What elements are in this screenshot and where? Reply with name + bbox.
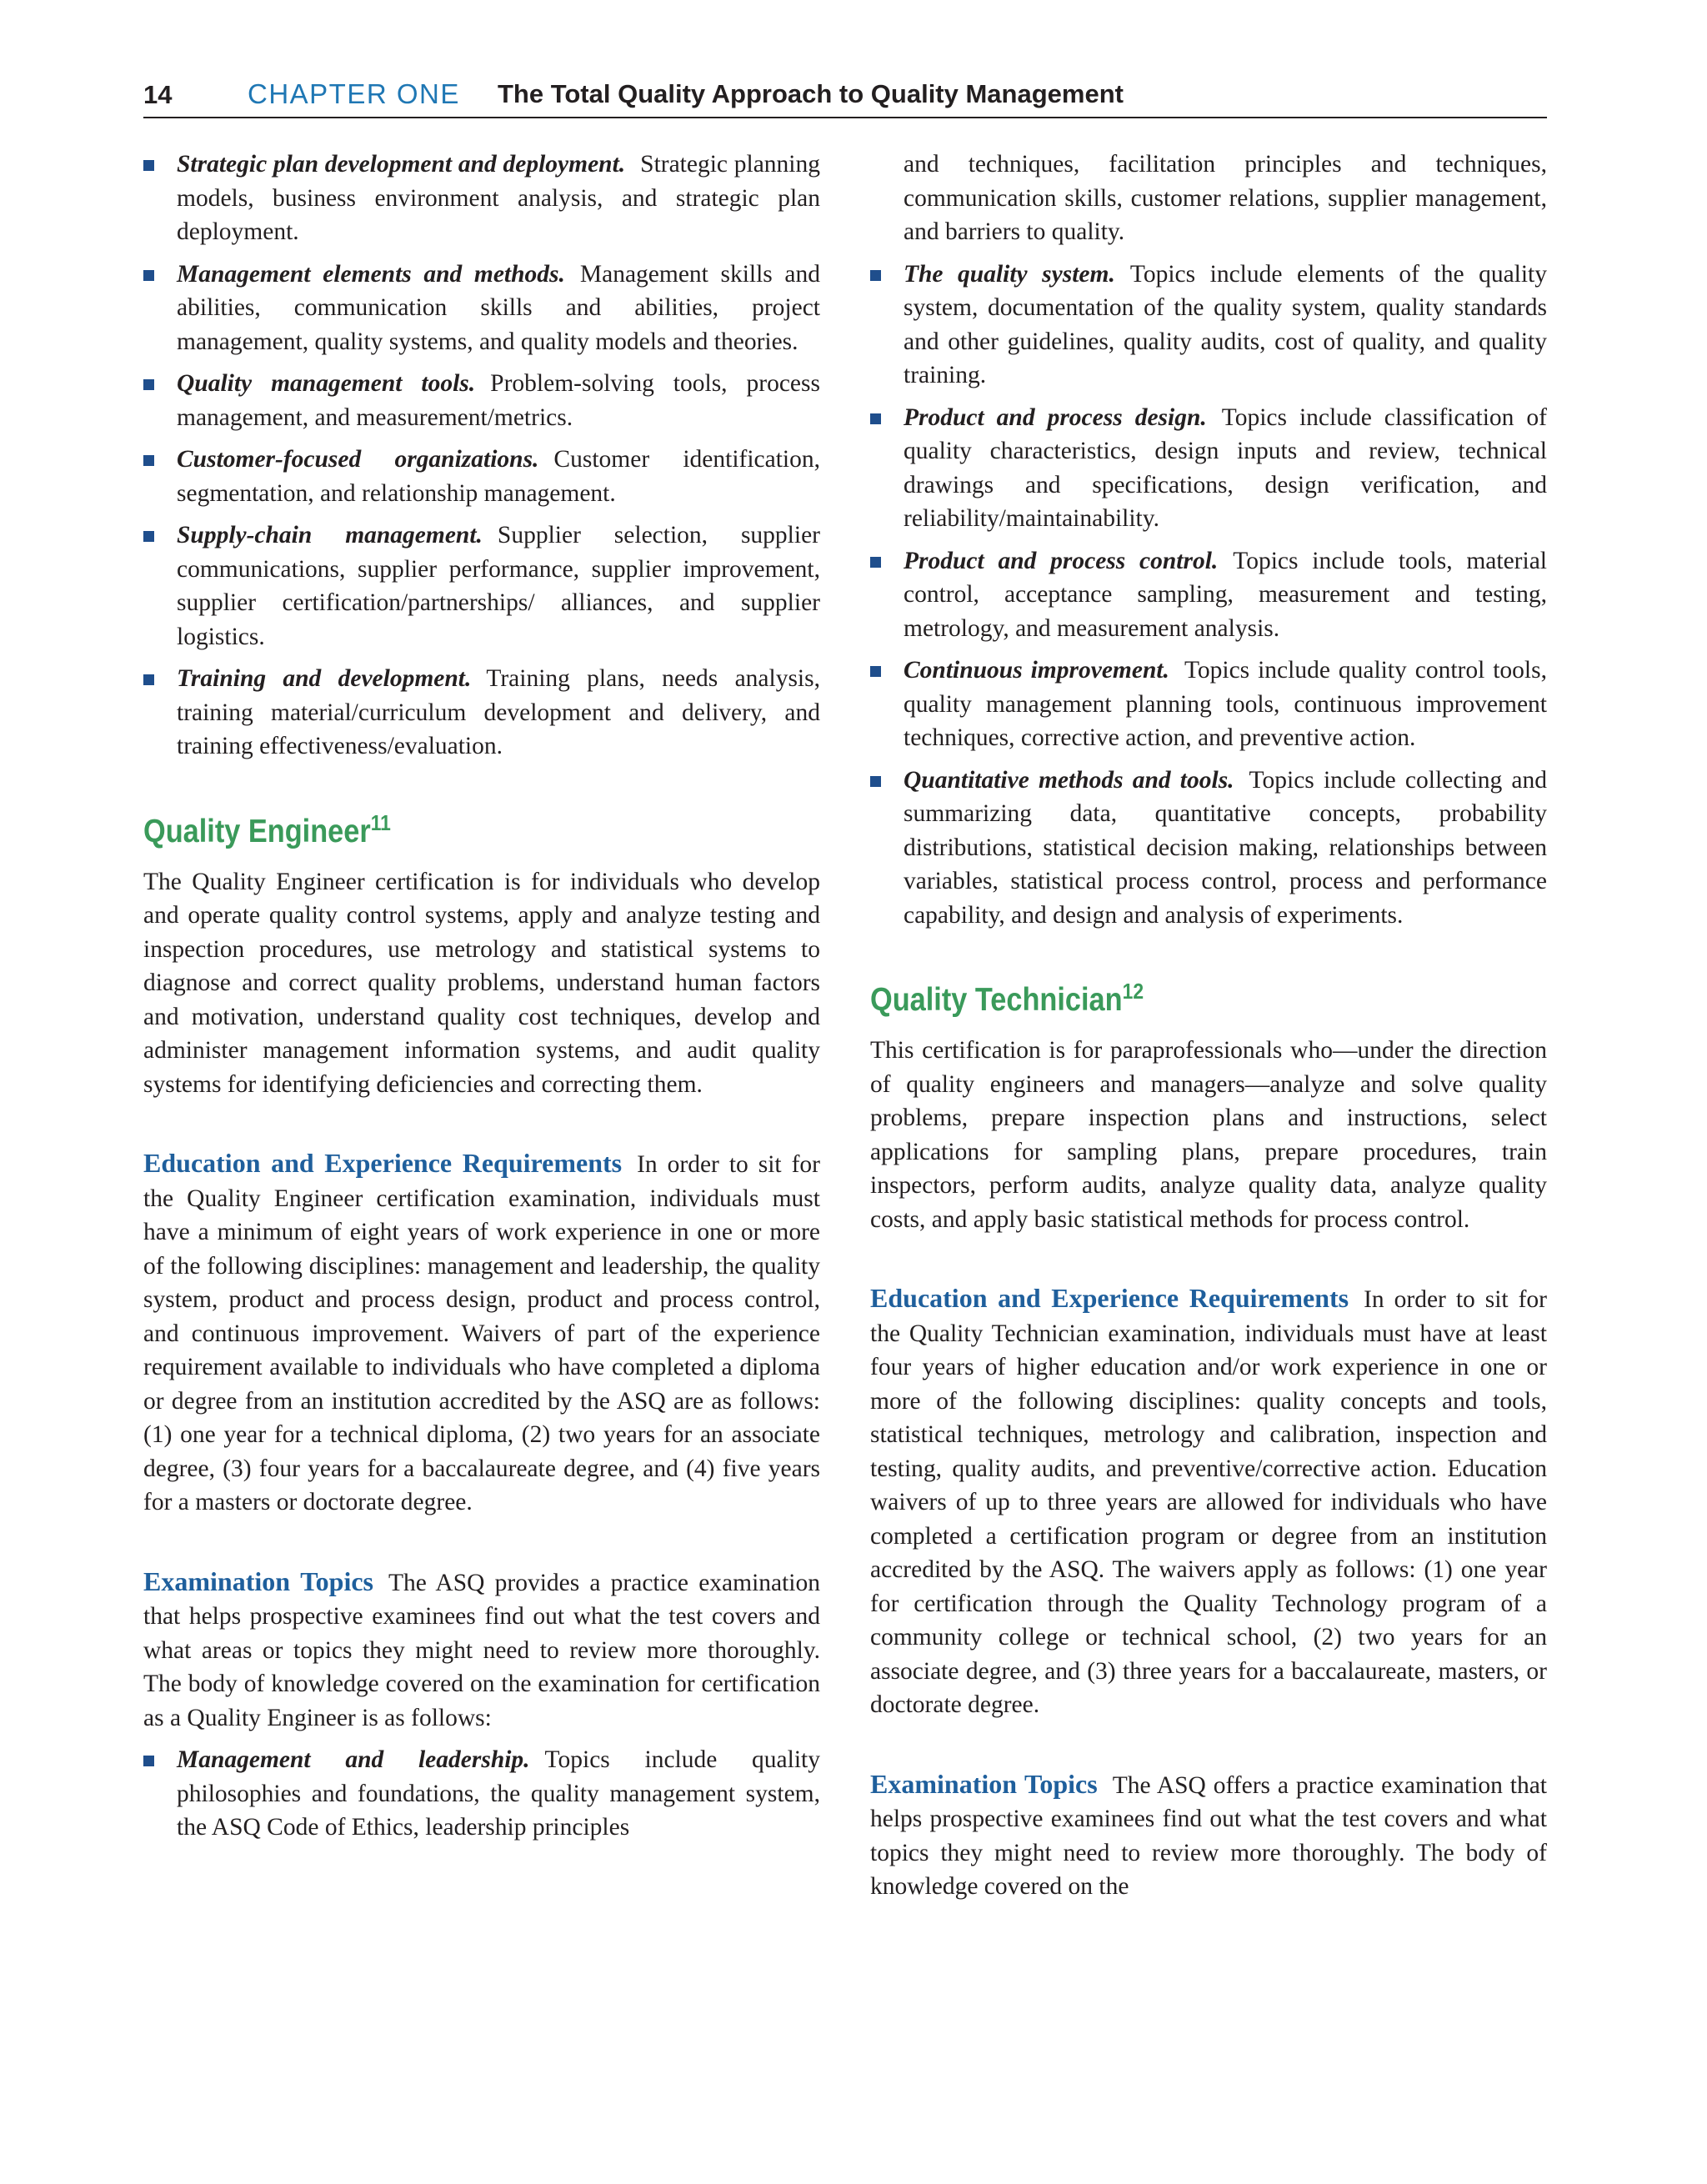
list-item bbox=[143, 443, 820, 510]
qe-education-text: In order to sit for the Quality Engineer certification examination, individuals must have a minimum of eight years of work experience in one or more of the following disciplines: management and leadership, the quality system, product and process design, product and process control, and continuous improvement. Waivers of part of the experience requirement available to individuals who have completed a diploma or degree from an institution accredited by the ASQ are as follows: (1) one year for a technical diploma, (2) two years for an associate degree, (3) four years for a baccalaureate degree, and (4) five years for a masters or doctorate degree. bbox=[143, 1151, 820, 1515]
qt-education-heading: Education and Experience Requirements bbox=[870, 1283, 1349, 1313]
list-item bbox=[143, 367, 820, 434]
list-item bbox=[870, 654, 1547, 755]
page-number: 14 bbox=[143, 80, 173, 109]
square-bullet-icon bbox=[143, 455, 154, 466]
item-lead: Continuous improvement. bbox=[904, 657, 1169, 684]
item-text: Customer identification, segmentation, and relationship management. bbox=[177, 446, 820, 507]
item-lead: Strategic plan development and deployment. bbox=[177, 151, 626, 178]
qe-education-heading: Education and Experience Requirements bbox=[143, 1148, 623, 1178]
footnote-ref: 12 bbox=[1122, 979, 1144, 1004]
left-column bbox=[143, 148, 820, 1853]
item-lead: Product and process control. bbox=[904, 547, 1219, 574]
item-lead: Customer-focused organizations. bbox=[177, 446, 539, 473]
item-text: Strategic planning models, business environment analysis, and strategic plan deployment. bbox=[177, 151, 820, 245]
item-text: Topics include tools, material control, acceptance sampling, measurement and testing, metrology, and measurement analysis. bbox=[904, 547, 1547, 642]
list-item bbox=[143, 662, 820, 764]
qt-education-text: In order to sit for the Quality Technician examination, individuals must have at least four years of higher education and/or work experience in one or more of the following disciplines: quality concepts and tools, statistical techniques, metrology and calibration, inspection and testing, quality audits, and preventive/corrective action. Education waivers of up to three years are allowed for individuals who have completed a certification program or degree from an institution accredited by the ASQ. The waivers apply as follows: (1) one year for certification through the Quality Technology program of a community college or technical school, (2) two years for an associate degree, and (3) three years for a baccalaureate, masters, or doctorate degree. bbox=[870, 1286, 1547, 1718]
qe-exam-text: The ASQ provides a practice examination that helps prospective examinees find out what the test covers and what areas or topics they might need to review more thoroughly. The body of knowledge covered on the examination for certification as a Quality Engineer is as follows: bbox=[143, 1569, 821, 1731]
right-column bbox=[870, 148, 1547, 1904]
item-text: Topics include elements of the quality system, documentation of the quality system, quality standards and other guidelines, quality audits, cost of quality, and quality training. bbox=[904, 260, 1548, 388]
square-bullet-icon bbox=[143, 531, 154, 542]
item-lead: Management elements and methods. bbox=[177, 260, 565, 288]
square-bullet-icon bbox=[143, 674, 154, 685]
list-item bbox=[870, 148, 1547, 249]
item-lead: Product and process design. bbox=[904, 403, 1207, 431]
square-bullet-icon bbox=[143, 270, 154, 281]
chapter-title: The Total Quality Approach to Quality Management bbox=[498, 79, 1124, 108]
item-text: Problem-solving tools, process management, and measurement/metrics. bbox=[177, 370, 820, 431]
square-bullet-icon bbox=[870, 557, 881, 568]
item-text: Topics include classification of quality characteristics, design inputs and review, technical drawings and specifications, design verification, and reliability/maintainability. bbox=[904, 403, 1547, 532]
list-item bbox=[143, 518, 820, 654]
list-item bbox=[870, 258, 1547, 393]
item-text: Supplier selection, supplier communications, supplier performance, supplier improvement, supplier certification/partnerships/ alliances, and supplier logistics. bbox=[177, 522, 820, 650]
square-bullet-icon bbox=[143, 1756, 154, 1766]
list-item bbox=[143, 258, 820, 359]
list-item bbox=[870, 544, 1547, 646]
quality-technician-intro: This certification is for paraprofessionals who—under the direction of quality engineers and managers—analyze and solve quality problems, prepare inspection plans and instructions, select applications for sampling plans, prepare procedures, train inspectors, perform audits, analyze quality data, analyze quality costs, and apply basic statistical methods for process control. bbox=[870, 1037, 1547, 1233]
item-lead: The quality system. bbox=[904, 260, 1115, 288]
item-lead: Quantitative methods and tools. bbox=[904, 766, 1234, 794]
item-lead: Management and leadership. bbox=[177, 1746, 530, 1773]
item-text: Management skills and abilities, communication skills and abilities, project management, quality systems, and quality models and theories. bbox=[177, 260, 820, 355]
item-text: Topics include quality control tools, quality management planning tools, continuous improvement techniques, corrective action, and preventive action. bbox=[904, 657, 1547, 751]
item-text: Topics include quality philosophies and foundations, the quality management system, the ASQ Code of Ethics, leadership principles bbox=[177, 1746, 820, 1841]
item-lead: Training and development. bbox=[177, 665, 472, 692]
square-bullet-icon bbox=[870, 413, 881, 424]
square-bullet-icon bbox=[870, 666, 881, 677]
qt-education-paragraph bbox=[870, 1281, 1547, 1722]
item-text: Topics include collecting and summarizing data, quantitative concepts, probability distributions, statistical decision making, relationships between variables, statistical process control, process and performance capability, and design and analysis of experiments. bbox=[904, 766, 1547, 929]
qm-topics-list bbox=[143, 148, 820, 764]
qe-topics-list-continued bbox=[870, 148, 1547, 932]
square-bullet-icon bbox=[143, 160, 154, 171]
item-text-continued: and techniques, facilitation principles and techniques, communication skills, customer relations, supplier management, and barriers to quality. bbox=[904, 151, 1547, 245]
quality-engineer-intro: The Quality Engineer certification is for individuals who develop and operate quality control systems, apply and analyze testing and inspection procedures, use metrology and statistical systems to diagnose and correct quality problems, understand human factors and motivation, understand quality cost techniques, develop and administer management information systems, and audit quality systems for identifying deficiencies and correcting them. bbox=[143, 868, 820, 1098]
quality-technician-heading: Quality Technician$^{12}$ bbox=[870, 979, 1144, 1018]
list-item bbox=[870, 401, 1547, 536]
item-lead: Supply-chain management. bbox=[177, 522, 483, 549]
list-item bbox=[143, 1743, 820, 1845]
list-item bbox=[143, 148, 820, 249]
running-header bbox=[143, 75, 1547, 118]
item-lead: Quality management tools. bbox=[177, 370, 476, 397]
qe-topics-list bbox=[143, 1743, 820, 1845]
qt-exam-heading: Examination Topics bbox=[870, 1768, 1098, 1799]
square-bullet-icon bbox=[870, 270, 881, 281]
chapter-label: CHAPTER ONE bbox=[248, 78, 460, 109]
square-bullet-icon bbox=[870, 776, 881, 787]
qe-education-paragraph bbox=[143, 1146, 820, 1520]
item-text: Training plans, needs analysis, training material/curriculum development and delivery, and training effectiveness/evaluation. bbox=[177, 665, 820, 759]
square-bullet-icon bbox=[143, 379, 154, 390]
quality-engineer-heading: Quality Engineer$^{11}$ bbox=[143, 809, 391, 849]
footnote-ref: 11 bbox=[370, 809, 391, 835]
qt-exam-paragraph bbox=[870, 1767, 1547, 1904]
qe-exam-paragraph bbox=[143, 1565, 820, 1736]
qe-exam-heading: Examination Topics bbox=[143, 1565, 374, 1596]
list-item bbox=[870, 764, 1547, 933]
qt-exam-text: The ASQ offers a practice examination that helps prospective examinees find out what the test covers and what topics they might need to review more thoroughly. The body of knowledge covered on the bbox=[870, 1771, 1548, 1900]
